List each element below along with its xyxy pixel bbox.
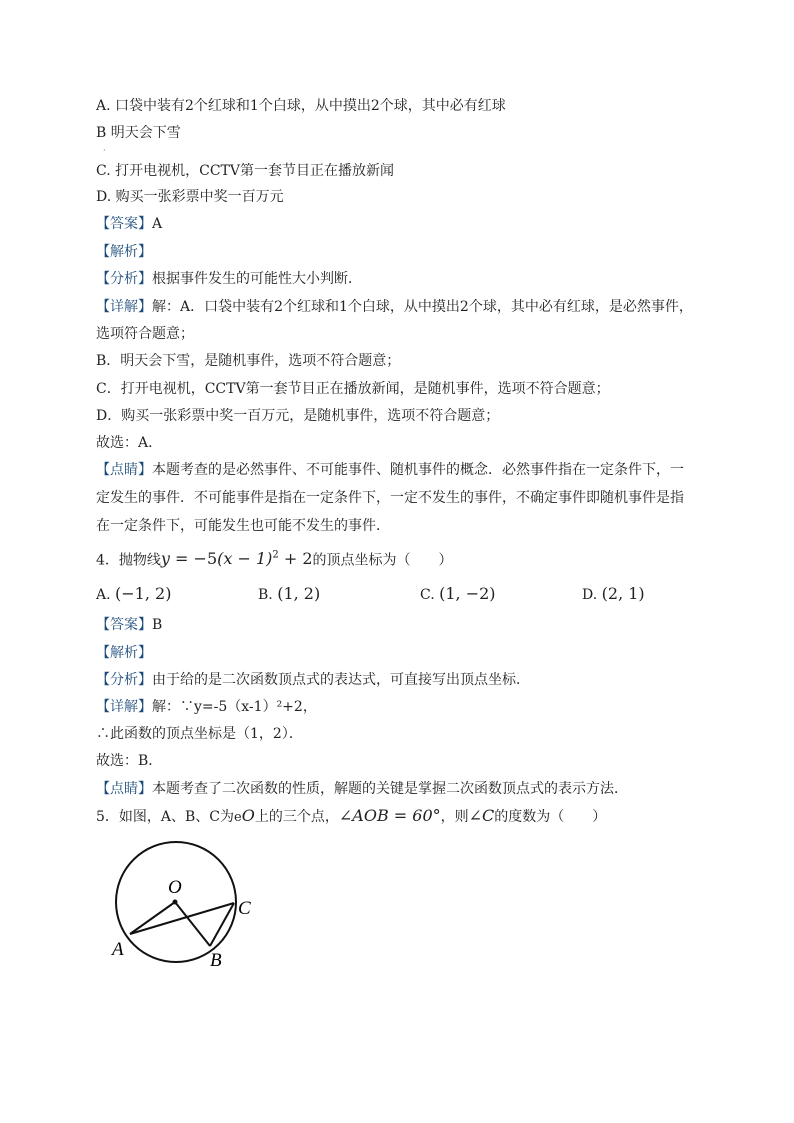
label-a: A [112, 939, 124, 960]
dianjing-text: 本题考查了二次函数的性质，解题的关键是掌握二次函数顶点式的表示方法． [152, 781, 628, 797]
q3-option-c: C. 打开电视机，CCTV第一套节目正在播放新闻 [96, 163, 394, 179]
q3-dianjing [96, 456, 690, 540]
q3-option-b-dot: · [103, 146, 106, 155]
q4-option-a: A. (−1, 2) [96, 584, 172, 603]
analysis-tag: 【解析】 [96, 244, 152, 260]
label-b: B [210, 950, 222, 971]
q4-option-b: B. (1, 2) [258, 584, 321, 603]
q4-option-c: C. (1, −2) [420, 584, 496, 603]
q4-dianjing [96, 779, 628, 799]
angle-aob: ∠AOB = 60° [338, 806, 441, 825]
angle-c: ∠C [468, 806, 495, 825]
circle-symbol: e [234, 810, 242, 825]
answer-tag: 【答案】 [96, 216, 152, 232]
q3-guxuan: 故选：A． [96, 435, 163, 451]
q3-xiangjie-4: C．打开电视机，CCTV第一套节目正在播放新闻，是随机事件，选项不符合题意； [96, 381, 610, 397]
xiangjie-tag: 【详解】 [96, 699, 152, 715]
q5-figure [100, 830, 300, 980]
fenxi-tag: 【分析】 [96, 271, 152, 287]
q4-formula: $y = -5(x - 1)^2 + 2$ [160, 549, 313, 569]
segment-ob [175, 902, 210, 946]
fenxi-tag: 【分析】 [96, 672, 152, 688]
fenxi-text: 由于给的是二次函数顶点式的表达式，可直接写出顶点坐标． [152, 672, 530, 688]
q4-answer [96, 615, 162, 635]
answer-tag: 【答案】 [96, 617, 152, 633]
q3-option-a: A. 口袋中装有2个红球和1个白球，从中摸出2个球，其中必有红球 [96, 98, 506, 114]
q4-guxuan: 故选：B． [96, 753, 163, 769]
point-o [173, 900, 178, 905]
answer-value: B [152, 617, 163, 633]
q4-analysis-tag [96, 643, 152, 663]
q4-stem-prefix: 4．抛物线 [96, 552, 161, 569]
q4-stem-suffix: 的顶点坐标为（ ） [312, 552, 453, 569]
q4-option-d: D. (2, 1) [582, 584, 645, 603]
q3-option-b: B 明天会下雪 [96, 125, 181, 141]
q4-fenxi [96, 670, 530, 690]
xiangjie-tag: 【详解】 [96, 299, 152, 315]
q3-xiangjie-5: D．购买一张彩票中奖一百万元，是随机事件，选项不符合题意； [96, 408, 500, 424]
xiangjie-text: 解：∵y=-5（x-1）²+2， [152, 699, 317, 715]
dianjing-tag: 【点睛】 [96, 462, 152, 478]
q3-fenxi [96, 269, 362, 289]
q5-stem: 5．如图，A、B、C为eO上的三个点，∠AOB = 60°，则∠C的度数为（ ） [96, 806, 607, 825]
q4-stem [96, 546, 453, 570]
q3-analysis-tag [96, 242, 152, 262]
dianjing-text: 本题考查的是必然事件、不可能事件、随机事件的概念．必然事件指在一定条件下，一定发生的事件．不可能事件是指在一定条件下，一定不发生的事件，不确定事件即随机事件是指在一定条件下，可能发生也可能不发生的事件． [96, 462, 684, 534]
q3-xiangjie-2: 选项符合题意； [96, 326, 194, 342]
fenxi-text: 根据事件发生的可能性大小判断． [152, 271, 362, 287]
label-c: C [238, 898, 251, 919]
q4-xiangjie-1 [96, 697, 317, 717]
segment-oa [130, 902, 175, 934]
xiangjie-text: 解：A．口袋中装有2个红球和1个白球，从中摸出2个球，其中必有红球，是必然事件， [152, 299, 693, 315]
analysis-tag: 【解析】 [96, 645, 152, 661]
q4-xiangjie-2: ∴此函数的顶点坐标是（1，2）． [96, 726, 303, 742]
label-o: O [168, 877, 182, 898]
q3-xiangjie-3: B．明天会下雪，是随机事件，选项不符合题意； [96, 353, 401, 369]
q3-option-d: D. 购买一张彩票中奖一百万元 [96, 189, 284, 205]
answer-value: A [152, 216, 163, 232]
q3-answer [96, 214, 162, 234]
q3-xiangjie-1 [96, 297, 693, 317]
dianjing-tag: 【点睛】 [96, 781, 152, 797]
